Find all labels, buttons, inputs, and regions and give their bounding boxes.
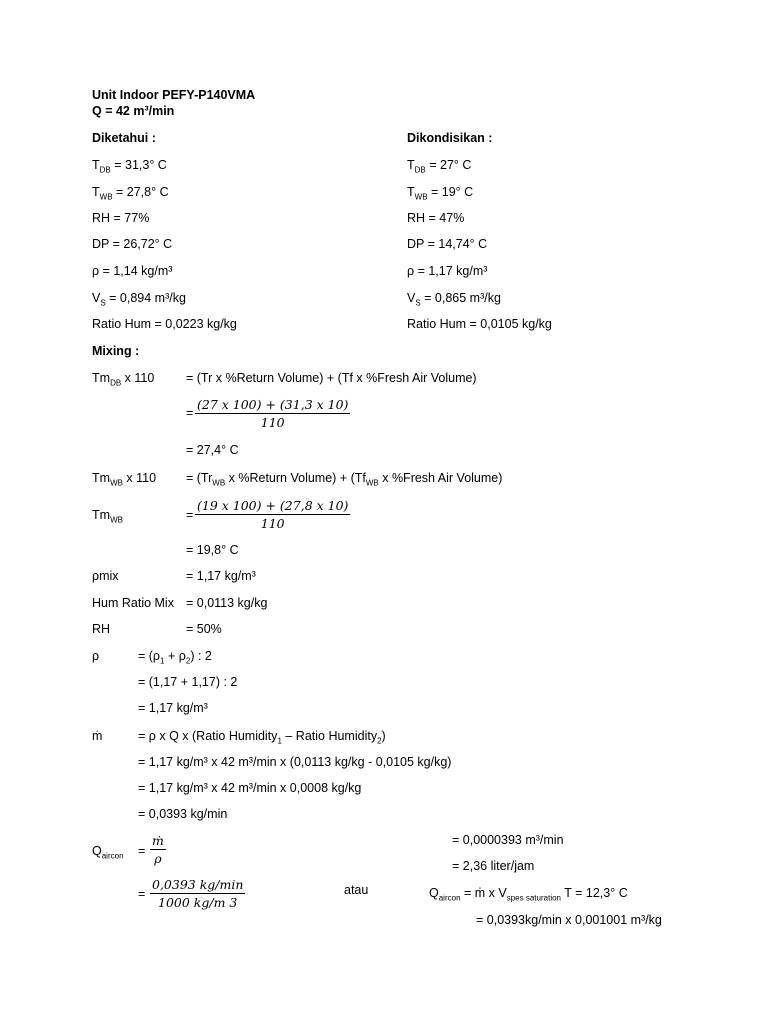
tmwb-equals: = <box>186 508 194 522</box>
qaircon-result-2: = 2,36 liter/jam <box>452 859 535 873</box>
rho-line-2: = (1,17 + 1,17) : 2 <box>138 675 238 689</box>
rho-line-3: = 1,17 kg/m³ <box>138 701 208 715</box>
tmdb-fraction <box>195 396 350 431</box>
qaircon-equals-1: = <box>138 844 146 858</box>
tmwb-result: = 19,8° C <box>186 543 239 557</box>
tmwb-numerator: (19 x 100) + (27,8 x 10) <box>197 498 349 513</box>
known-rho: ρ = 1,14 kg/m³ <box>92 264 173 278</box>
known-dp: DP = 26,72° C <box>92 237 173 251</box>
cond-rh: RH = 47% <box>407 211 465 225</box>
known-title: Diketahui : <box>92 131 156 145</box>
cond-dp: DP = 14,74° C <box>407 237 488 251</box>
known-twb: $T_{WB} = 27,8^\circ$ C <box>92 185 169 202</box>
cond-vs: $V_S = 0,865$ m³/kg <box>407 291 501 308</box>
known-tdb: $T_{DB} = 31,3^\circ$ C <box>92 158 167 175</box>
rhomix-value: = 1,17 kg/m³ <box>186 569 256 583</box>
mdot-line-3: = 1,17 kg/m³ x 42 m³/min x 0,0008 kg/kg <box>138 781 362 795</box>
qaircon-denominator-2: 1000 kg/m 3 <box>158 895 238 910</box>
conditioned-title: Dikondisikan : <box>407 131 493 145</box>
tmdb-denominator: 110 <box>260 415 285 430</box>
tmdb-label: $Tm_{DB}$ x 110 <box>92 371 155 388</box>
mdot-line-4: = 0,0393 kg/min <box>138 807 228 821</box>
mdot-label: ṁ <box>92 729 103 743</box>
qaircon-alt-formula: $Q_{aircon}$ = ṁ x $V_{spes saturation}$ T = 12,3° C <box>429 886 628 903</box>
humratio-value: = 0,0113 kg/kg <box>186 596 268 610</box>
tmdb-result: = 27,4° C <box>186 443 239 457</box>
cond-twb: $T_{WB} = 19^\circ$ C <box>407 185 474 202</box>
qaircon-numerator-2: 0,0393 kg/min <box>152 877 244 892</box>
qaircon-fraction-1 <box>150 832 166 867</box>
tmwb-denominator: 110 <box>260 516 285 531</box>
cond-tdb: $T_{DB} = 27^\circ$ C <box>407 158 472 175</box>
tmwb-equation: = ($Tr_{WB}$ x %Return Volume) + ($Tf_{WB}$ x %Fresh Air Volume) <box>186 471 503 488</box>
known-rh: RH = 77% <box>92 211 150 225</box>
cond-rho: ρ = 1,17 kg/m³ <box>407 264 488 278</box>
cond-ratio-hum: Ratio Hum = 0,0105 kg/kg <box>407 317 552 331</box>
qaircon-denominator-1: ρ <box>154 851 162 866</box>
qaircon-numerator-1: ṁ <box>152 833 164 848</box>
tmdb-equation: = (Tr x %Return Volume) + (Tf x %Fresh Air Volume) <box>186 371 477 385</box>
rh-label: RH <box>92 622 111 636</box>
qaircon-label: $Q_{aircon}$ <box>92 844 124 861</box>
qaircon-equals-2: = <box>138 887 146 901</box>
qaircon-alt-calc: = 0,0393kg/min x 0,001001 m³/kg <box>476 913 662 927</box>
rho-label: ρ <box>92 649 100 663</box>
mdot-line-2: = 1,17 kg/m³ x 42 m³/min x (0,0113 kg/kg - 0,0105 kg/kg) <box>138 755 452 769</box>
mixing-title: Mixing : <box>92 344 140 358</box>
flow-rate: Q = 42 m³/min <box>92 104 175 118</box>
tmwb2-label: $Tm_{WB}$ <box>92 508 123 525</box>
qaircon-result-1: = 0,0000393 m³/min <box>452 833 564 847</box>
mdot-line-1: = ρ x Q x (Ratio Humidity$_1$ – Ratio Humidity$_2$) <box>138 729 386 746</box>
rho-line-1: = $(\rho_1 + \rho_2)$ : 2 <box>138 649 212 666</box>
tmdb-equals: = <box>186 406 194 420</box>
unit-title: Unit Indoor PEFY-P140VMA <box>92 88 256 102</box>
tmwb-fraction <box>195 497 350 532</box>
rhomix-label: ρmix <box>92 569 119 583</box>
known-vs: $V_S = 0,894$ m³/kg <box>92 291 186 308</box>
tmdb-numerator: (27 x 100) + (31,3 x 10) <box>197 397 349 412</box>
qaircon-fraction-2 <box>150 876 245 911</box>
rh-value: = 50% <box>186 622 222 636</box>
tmwb-label: $Tm_{WB}$ x 110 <box>92 471 157 488</box>
atau-text: atau <box>344 883 369 897</box>
humratio-label: Hum Ratio Mix <box>92 596 174 610</box>
known-ratio-hum: Ratio Hum = 0,0223 kg/kg <box>92 317 237 331</box>
